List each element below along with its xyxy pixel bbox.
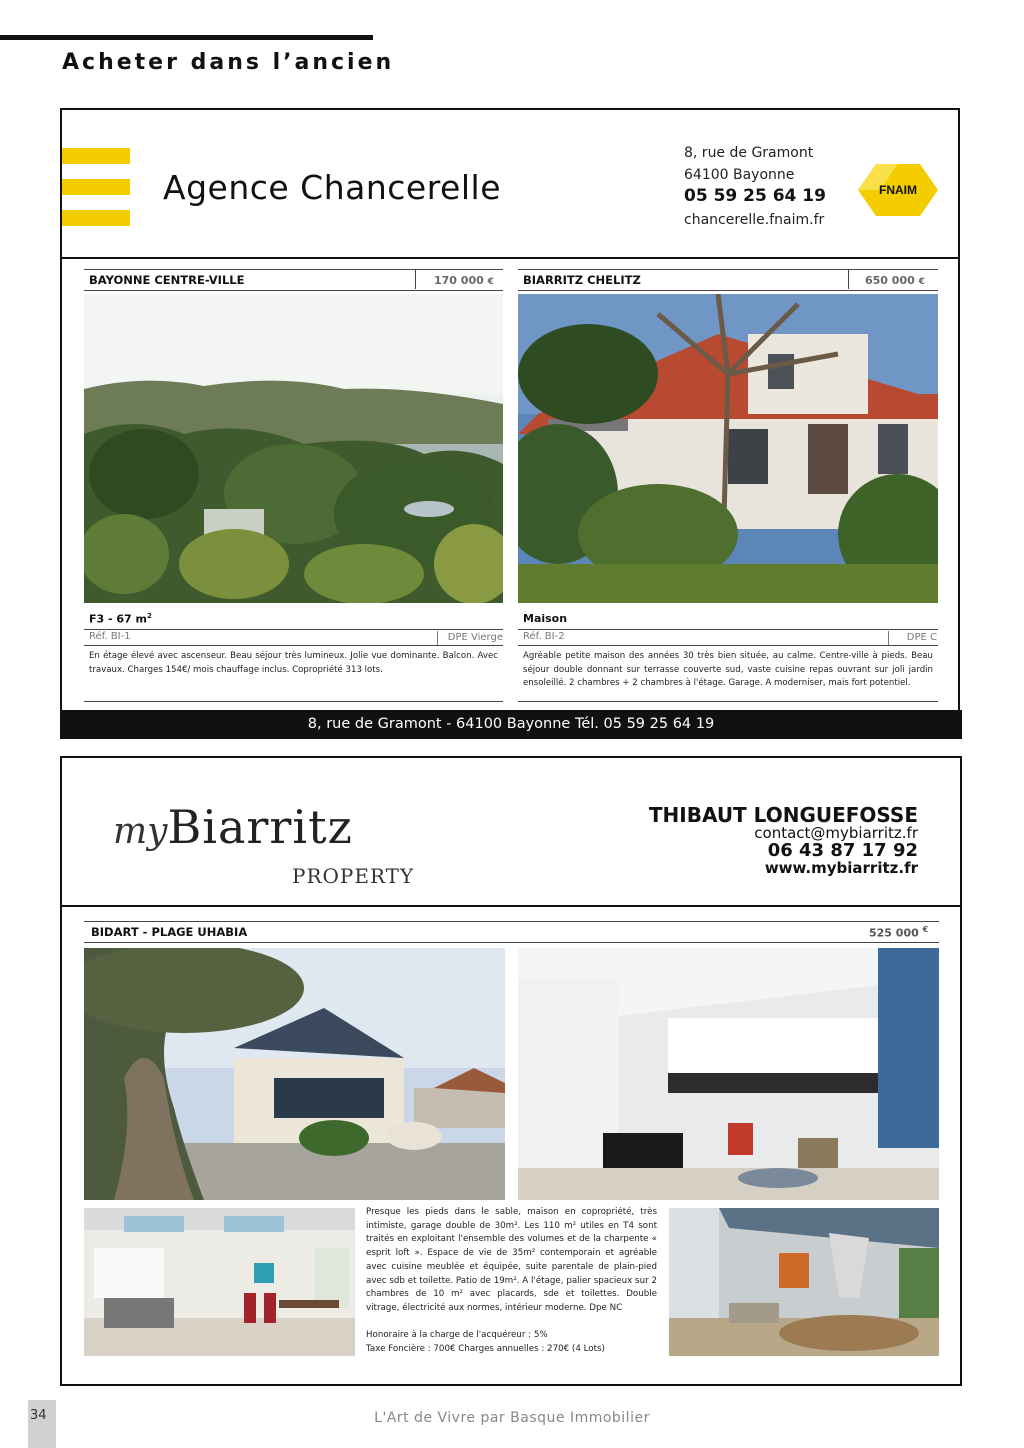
listing-description: Presque les pieds dans le sable, maison en copropriété, très intimiste, garage double de 30m². Les 110 m² utiles en T4 sont traités en exploitant l'ensemble des volumes et de la charpente « esprit loft ». Espace de vie de 35m² contemporain et agréable avec cuisine meublée et équipée, suite parentale de plain-pied avec sdb et toilette. Patio de 19m². A l'étage, palier spacieux sur 2 chambres de 10 m² avec placards, sde et toilettes. Double vitrage, électricité aux normes, intérieur moderne. Dpe NC xyxy=(366,1207,657,1313)
listing-price: 525 000 xyxy=(869,926,919,940)
mybiarritz-logo xyxy=(113,800,353,854)
agency-logo-bar xyxy=(62,179,130,195)
agency-logo-bar xyxy=(62,148,130,164)
currency-symbol: € xyxy=(487,277,494,287)
section-title: Acheter dans l’ancien xyxy=(62,50,395,75)
logo-main: Biarritz xyxy=(167,800,353,854)
superscript: 2 xyxy=(147,612,152,620)
listing-price: 170 000 xyxy=(434,274,484,287)
listing-photo-exterior-olive-tree xyxy=(84,948,505,1200)
divider xyxy=(84,645,503,646)
listing-ref: Réf. BI-2 xyxy=(523,631,565,642)
listing-photo-living-room-loft xyxy=(518,948,939,1200)
listing-location: BIDART - PLAGE UHABIA xyxy=(91,925,248,939)
dpe-divider xyxy=(437,631,438,645)
card-header-divider xyxy=(60,905,962,907)
listing-price: 650 000 xyxy=(865,274,915,287)
listing-ref: Réf. BI-1 xyxy=(89,631,131,642)
price-divider xyxy=(415,269,416,289)
logo-sub: PROPERTY xyxy=(292,864,415,888)
card-header-divider xyxy=(60,257,960,259)
dpe-divider xyxy=(888,631,889,645)
agency-name: Agence Chancerelle xyxy=(163,168,502,207)
agency-website[interactable]: chancerelle.fnaim.fr xyxy=(684,212,825,228)
currency-symbol: € xyxy=(918,277,925,287)
listing-type: Maison xyxy=(523,612,568,625)
agency-phone: 05 59 25 64 19 xyxy=(684,186,826,206)
contact-phone: 06 43 87 17 92 xyxy=(767,840,918,861)
agency-footer-text: 8, rue de Gramont - 64100 Bayonne Tél. 05 59 25 64 19 xyxy=(307,716,715,732)
divider xyxy=(518,701,938,702)
listing-price-group xyxy=(865,274,925,287)
contact-website[interactable]: www.mybiarritz.fr xyxy=(764,859,918,877)
agency-address-line2: 64100 Bayonne xyxy=(684,167,795,183)
divider xyxy=(84,629,503,630)
listing-location: BAYONNE CENTRE-VILLE xyxy=(89,273,245,287)
listing-fees: Honoraire à la charge de l'acquéreur : 5% xyxy=(366,1330,548,1340)
price-divider xyxy=(848,269,849,289)
divider xyxy=(84,701,503,702)
logo-script: my xyxy=(113,811,168,852)
contact-name: THIBAUT LONGUEFOSSE xyxy=(648,803,918,827)
page-number: 34 xyxy=(30,1408,47,1423)
listing-description: En étage élevé avec ascenseur. Beau séjour très lumineux. Jolie vue dominante. Balcon. Avec travaux. Charges 154€/ mois chauffage inclus. Copropriété 313 lots. xyxy=(89,651,498,675)
page-footer-text: L'Art de Vivre par Basque Immobilier xyxy=(374,1410,650,1426)
contact-email[interactable]: contact@mybiarritz.fr xyxy=(754,824,918,842)
listing-photo-dining-room xyxy=(84,1208,355,1356)
listing-dpe: DPE C xyxy=(906,632,937,643)
currency-symbol: € xyxy=(922,925,929,934)
listing-dpe: DPE Vierge xyxy=(447,632,503,643)
listing-photo-house xyxy=(518,294,938,603)
fnaim-label: FNAIM xyxy=(879,183,917,197)
divider xyxy=(518,629,938,630)
listing-type xyxy=(89,612,152,626)
listing-description: Agréable petite maison des années 30 très bien située, au calme. Centre-ville à pieds. Beau séjour double donnant sur terrasse couverte sud, vaste cuisine repas ouvrant sur joli jardin ensoleillé. 2 chambres + 2 chambres à l'étage. Garage. A moderniser, mais fort potentiel. xyxy=(523,651,933,688)
listing-tax: Taxe Foncière : 700€ Charges annuelles : 270€ (4 Lots) xyxy=(366,1344,605,1354)
fnaim-logo xyxy=(858,162,938,218)
listing-price-group xyxy=(869,925,928,940)
agency-logo-bar xyxy=(62,210,130,226)
divider xyxy=(518,645,938,646)
listing-price-group xyxy=(434,274,494,287)
listing-location: BIARRITZ CHELITZ xyxy=(523,273,641,287)
listing-type-text: F3 - 67 m xyxy=(89,612,147,626)
listing-photo-veranda xyxy=(669,1208,939,1356)
top-rule xyxy=(0,35,373,40)
agency-address-line1: 8, rue de Gramont xyxy=(684,145,814,161)
listing-photo-park-view xyxy=(84,294,503,603)
